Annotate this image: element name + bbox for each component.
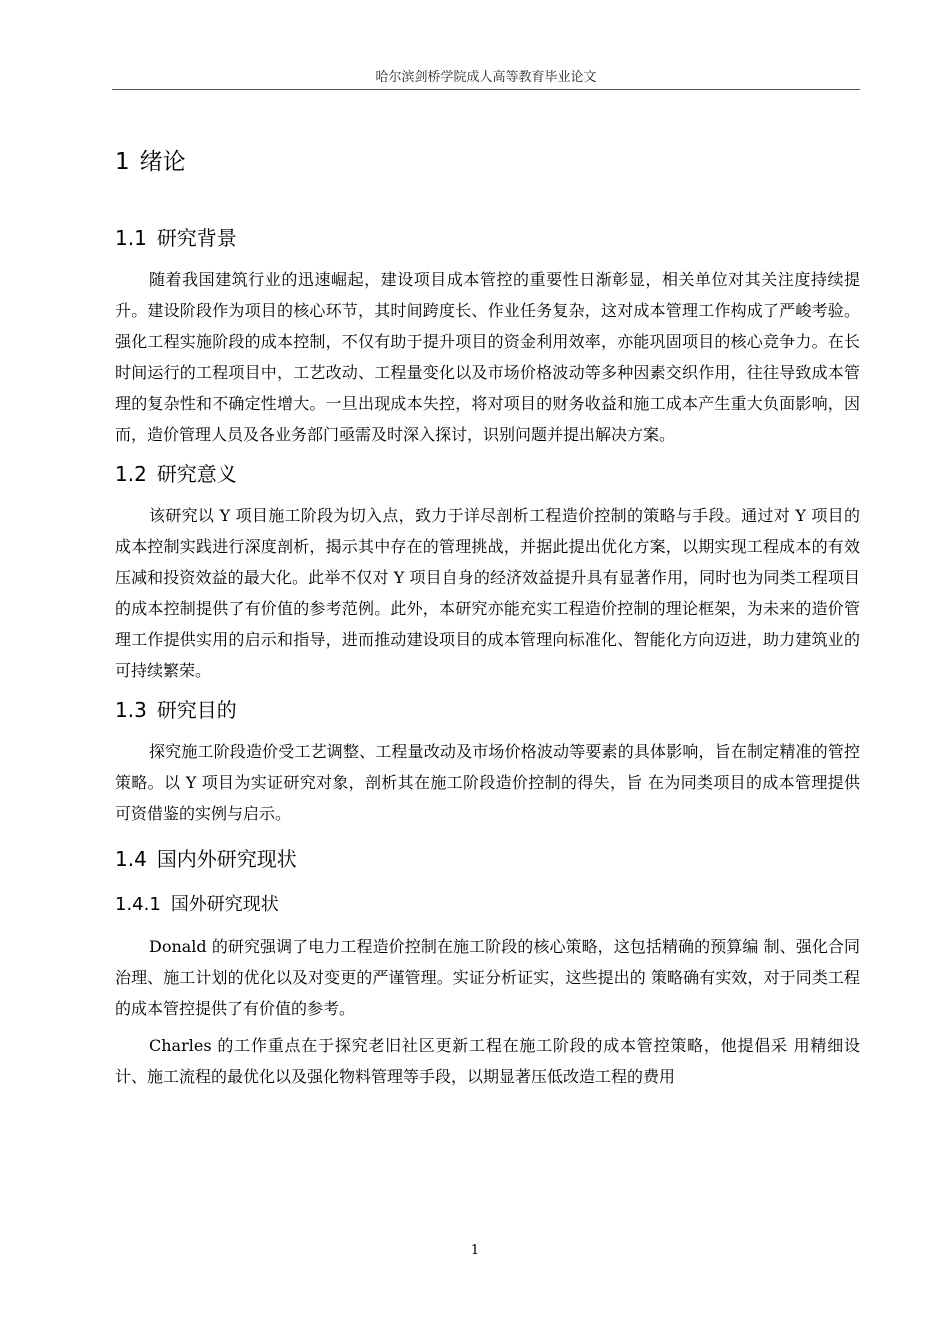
paragraph-background: 随着我国建筑行业的迅速崛起，建设项目成本管控的重要性日渐彰显，相关单位对其关注度持续提升。建设阶段作为项目的核心环节，其时间跨度长、作业任务复杂，这对成本管理工作构成了严峻考验。强化工程实施阶段的成本控制，不仅有助于提升项目的资金利用效率，亦能巩固项目的核心竞争力。在长时间运行的工程项目中，工艺改动、工程量变化以及市场价格波动等多种因素交织作用，往往导致成本管理的复杂性和不确定性增大。一旦出现成本失控，将对项目的财务收益和施工成本产生重大负面影响，因而，造价管理人员及各业务部门亟需及时深入探讨，识别问题并提出解决方案。	[115, 270, 860, 444]
subsection-title-text: 国外研究现状	[170, 894, 279, 915]
paragraph-charles: Charles 的工作重点在于探究老旧社区更新工程在施工阶段的成本管控策略，他提倡采 用精细设计、施工流程的最优化以及强化物料管理等手段，以期显著压低改造工程的费用	[115, 1036, 860, 1086]
section-number: 1.4	[115, 847, 147, 871]
section-number: 1.1	[115, 226, 147, 250]
chapter-title	[115, 140, 860, 184]
paragraph-donald: Donald 的研究强调了电力工程造价控制在施工阶段的核心策略，这包括精确的预算编 制、强化合同治理、施工计划的优化以及对变更的严谨管理。实证分析证实，这些提出的 策略确有实效，对于同类工程的成本管控提供了有价值的参考。	[115, 937, 860, 1018]
section-title-research-status	[115, 839, 860, 879]
section-number: 1.2	[115, 462, 147, 486]
subsection-number: 1.4.1	[115, 894, 161, 915]
section-title-text: 研究意义	[156, 462, 237, 486]
page-number: 1	[470, 1243, 480, 1258]
running-header: 哈尔滨剑桥学院成人高等教育毕业论文	[375, 70, 597, 85]
paragraph-objective: 探究施工阶段造价受工艺调整、工程量改动及市场价格波动等要素的具体影响，旨在制定精准的管控策略。以 Y 项目为实证研究对象，剖析其在施工阶段造价控制的得失，旨 在为同类项目的成本管理提供可资借鉴的实例与启示。	[115, 742, 860, 823]
chapter-number: 1	[115, 149, 130, 175]
paragraph-significance: 该研究以 Y 项目施工阶段为切入点，致力于详尽剖析工程造价控制的策略与手段。通过对 Y 项目的成本控制实践进行深度剖析，揭示其中存在的管理挑战，并据此提出优化方案，以期实现工程成本的有效压减和投资效益的最大化。此举不仅对 Y 项目自身的经济效益提升具有显著作用，同时也为同类工程项目的成本控制提供了有价值的参考范例。此外，本研究亦能充实工程造价控制的理论框架，为未来的造价管理工作提供实用的启示和指导，进而推动建设项目的成本管理向标准化、智能化方向迈进，助力建筑业的可持续繁荣。	[115, 506, 860, 680]
subsection-title-foreign	[115, 887, 860, 923]
section-title-text: 国内外研究现状	[156, 847, 297, 871]
chapter-title-text: 绪论	[139, 149, 186, 175]
section-title-text: 研究目的	[156, 698, 237, 722]
header-divider	[112, 89, 860, 90]
section-number: 1.3	[115, 698, 147, 722]
document-body	[115, 140, 860, 1092]
section-title-objective	[115, 690, 860, 730]
section-title-background	[115, 218, 860, 258]
section-title-significance	[115, 454, 860, 494]
section-title-text: 研究背景	[156, 226, 237, 250]
